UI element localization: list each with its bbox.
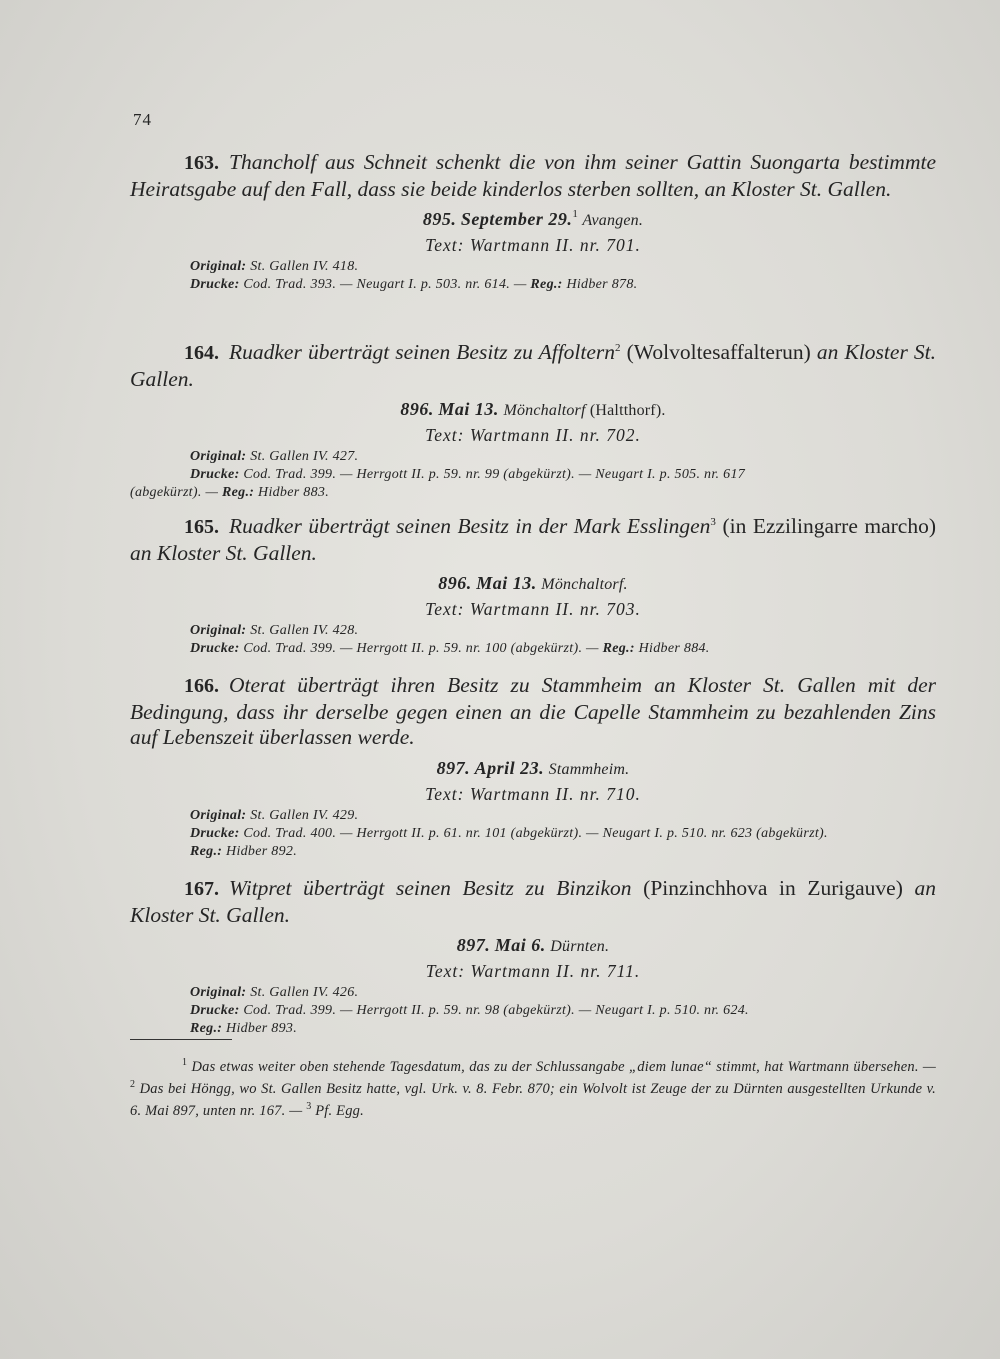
text-reference: Text: Wartmann II. nr. 711.: [425, 961, 641, 981]
date-day: September 29.: [460, 209, 573, 229]
entry-number: 166.: [184, 675, 219, 697]
date-year: 896.: [400, 399, 434, 419]
entry-heading-text: Ruadker überträgt seinen Besitz zu Affoltern: [229, 340, 616, 364]
drucke-line-continued: [130, 484, 936, 502]
drucke-label: Drucke:: [190, 467, 240, 482]
drucke-value: Cod. Trad. 393. — Neugart I. p. 503. nr. 614. —: [243, 277, 527, 292]
drucke-line: [130, 640, 936, 658]
date-day: Mai 6.: [494, 935, 546, 955]
original-line: [130, 622, 936, 640]
reg-label: Reg.:: [602, 641, 635, 656]
entry-heading: [130, 514, 936, 566]
text-reference: Text: Wartmann II. nr. 703.: [425, 599, 641, 619]
footnote-ref: 2: [615, 342, 621, 354]
original-value: St. Gallen IV. 429.: [250, 807, 359, 823]
reg-value: Hidber 883.: [258, 485, 329, 500]
reg-value: Hidber 892.: [226, 843, 297, 859]
entry-date-line: [130, 571, 936, 597]
entry-heading-original-name: (Pinzinchhova in Zurigauve): [643, 876, 903, 900]
original-line: [130, 984, 936, 1002]
reg-label: Reg.:: [222, 485, 255, 500]
entry-heading-text-end: an Kloster St. Gallen.: [130, 540, 317, 565]
entry-heading: [130, 340, 936, 392]
place: Dürnten.: [550, 938, 610, 955]
entry-date-line: [130, 397, 936, 423]
entry-heading-text: Thancholf aus Schneit schenkt die von ihm seiner Gattin Suongarta bestimmte Heiratsgabe auf den Fall, dass sie beide kinderlos sterben sollten, an Kloster St. Gallen.: [130, 150, 936, 201]
entry-heading-text-end: an Kloster St. Gallen.: [130, 340, 937, 391]
page-number: 74: [133, 110, 152, 129]
entry-date-line: [130, 207, 936, 233]
original-value: St. Gallen IV. 428.: [250, 623, 359, 638]
drucke-value: Cod. Trad. 399. — Herrgott II. p. 59. nr. 100 (abgekürzt). —: [243, 641, 599, 656]
entry-heading: [130, 673, 936, 751]
footnote-ref: 3: [710, 516, 716, 528]
entry-167: [130, 876, 936, 1038]
entry-heading-text: Ruadker überträgt seinen Besitz in der Mark Esslingen: [229, 514, 711, 538]
drucke-line: [130, 1002, 936, 1020]
reg-label: Reg.:: [190, 843, 223, 859]
original-line: [130, 807, 936, 825]
footnote-number: 3: [306, 1101, 312, 1112]
drucke-line: [130, 466, 936, 484]
drucke-label: Drucke:: [190, 1003, 240, 1018]
place: Mönchaltorf (Haltthorf).: [503, 402, 666, 419]
reg-value: Hidber 893.: [226, 1021, 297, 1036]
footnote-number: 2: [130, 1079, 136, 1090]
entry-163: [130, 150, 936, 294]
entry-heading-text-end: an Kloster St. Gallen.: [130, 876, 937, 927]
entry-164: [130, 340, 936, 502]
drucke-label: Drucke:: [190, 825, 240, 841]
original-value: St. Gallen IV. 427.: [250, 449, 359, 464]
drucke-line: [130, 276, 936, 294]
entry-heading-text: Oterat überträgt ihren Besitz zu Stammheim an Kloster St. Gallen mit der Bedingung, dass ihr derselbe gegen einen an die Capelle Stammheim zu bezahlenden Zins auf Lebenszeit überlassen werde.: [130, 673, 936, 749]
entry-heading-original-name: (Wolvoltesaffalterun): [626, 340, 811, 364]
original-value: St. Gallen IV. 418.: [250, 259, 359, 274]
drucke-value: Cod. Trad. 399. — Herrgott II. p. 59. nr. 98 (abgekürzt). — Neugart I. p. 510. nr. 624.: [243, 1003, 749, 1018]
original-line: [130, 448, 936, 466]
footnote-divider: [130, 1039, 232, 1040]
entry-number: 163.: [184, 152, 219, 174]
drucke-value: Cod. Trad. 400. — Herrgott II. p. 61. nr. 101 (abgekürzt). — Neugart I. p. 510. nr. 623 (abgekürzt).: [243, 825, 828, 841]
original-label: Original:: [190, 807, 247, 823]
date-day: April 23.: [474, 757, 545, 778]
reg-label: Reg.:: [530, 277, 563, 292]
reg-value: Hidber 884.: [638, 641, 710, 656]
footnote-text: Das etwas weiter oben stehende Tagesdatum, das zu der Schlussangabe „diem lunae“ stimmt, hat Wartmann übersehen. —: [191, 1059, 936, 1075]
entry-165: [130, 514, 936, 658]
drucke-value: Cod. Trad. 399. — Herrgott II. p. 59. nr. 99 (abgekürzt). — Neugart I. p. 505. nr. 617: [243, 467, 746, 482]
date-year: 896.: [438, 573, 472, 593]
entry-heading: [130, 150, 936, 202]
date-year: 897.: [436, 757, 471, 778]
entry-number: 165.: [184, 516, 219, 538]
entry-date-line: [130, 933, 936, 959]
date-year: 895.: [422, 209, 457, 229]
text-reference: Text: Wartmann II. nr. 702.: [425, 425, 641, 445]
entry-heading-text: Witpret überträgt seinen Besitz zu Binzikon: [229, 876, 632, 900]
original-line: [130, 258, 936, 276]
entry-number: 167.: [184, 878, 219, 900]
place: Stammheim.: [548, 760, 630, 778]
entry-heading: [130, 876, 936, 928]
date-day: Mai 13.: [438, 399, 499, 419]
reg-label: Reg.:: [190, 1021, 223, 1036]
footnote-text: Das bei Höngg, wo St. Gallen Besitz hatte, vgl. Urk. v. 8. Febr. 870; ein Wolvolt ist Zeuge der zu Dürnten ausgestellten Urkunde v. 6. Mai 897, unten nr. 167. —: [130, 1081, 936, 1119]
original-label: Original:: [190, 623, 247, 638]
footnote-text: Pf. Egg.: [315, 1103, 364, 1119]
entry-heading-original-name: (in Ezzilingarre marcho): [722, 514, 936, 538]
reg-line: [130, 1020, 936, 1038]
text-reference: Text: Wartmann II. nr. 710.: [425, 783, 641, 804]
drucke-line: [130, 825, 936, 843]
drucke-label: Drucke:: [190, 641, 240, 656]
drucke-value-continued: (abgekürzt). —: [130, 485, 219, 500]
entry-number: 164.: [184, 342, 219, 364]
reg-value: Hidber 878.: [566, 277, 638, 292]
place: Avangen.: [582, 212, 644, 229]
original-label: Original:: [190, 449, 247, 464]
entry-166: [130, 673, 936, 861]
footnote-ref: 1: [572, 208, 578, 220]
original-label: Original:: [190, 985, 247, 1000]
drucke-label: Drucke:: [190, 277, 240, 292]
original-label: Original:: [190, 259, 247, 274]
place: Mönchaltorf.: [541, 576, 628, 593]
date-year: 897.: [456, 935, 491, 955]
footnotes: [130, 1054, 936, 1120]
date-day: Mai 13.: [476, 573, 537, 593]
text-reference: Text: Wartmann II. nr. 701.: [425, 235, 641, 255]
footnote-number: 1: [182, 1057, 188, 1068]
entry-date-line: [130, 756, 936, 782]
reg-line: [130, 843, 936, 861]
original-value: St. Gallen IV. 426.: [250, 985, 359, 1000]
